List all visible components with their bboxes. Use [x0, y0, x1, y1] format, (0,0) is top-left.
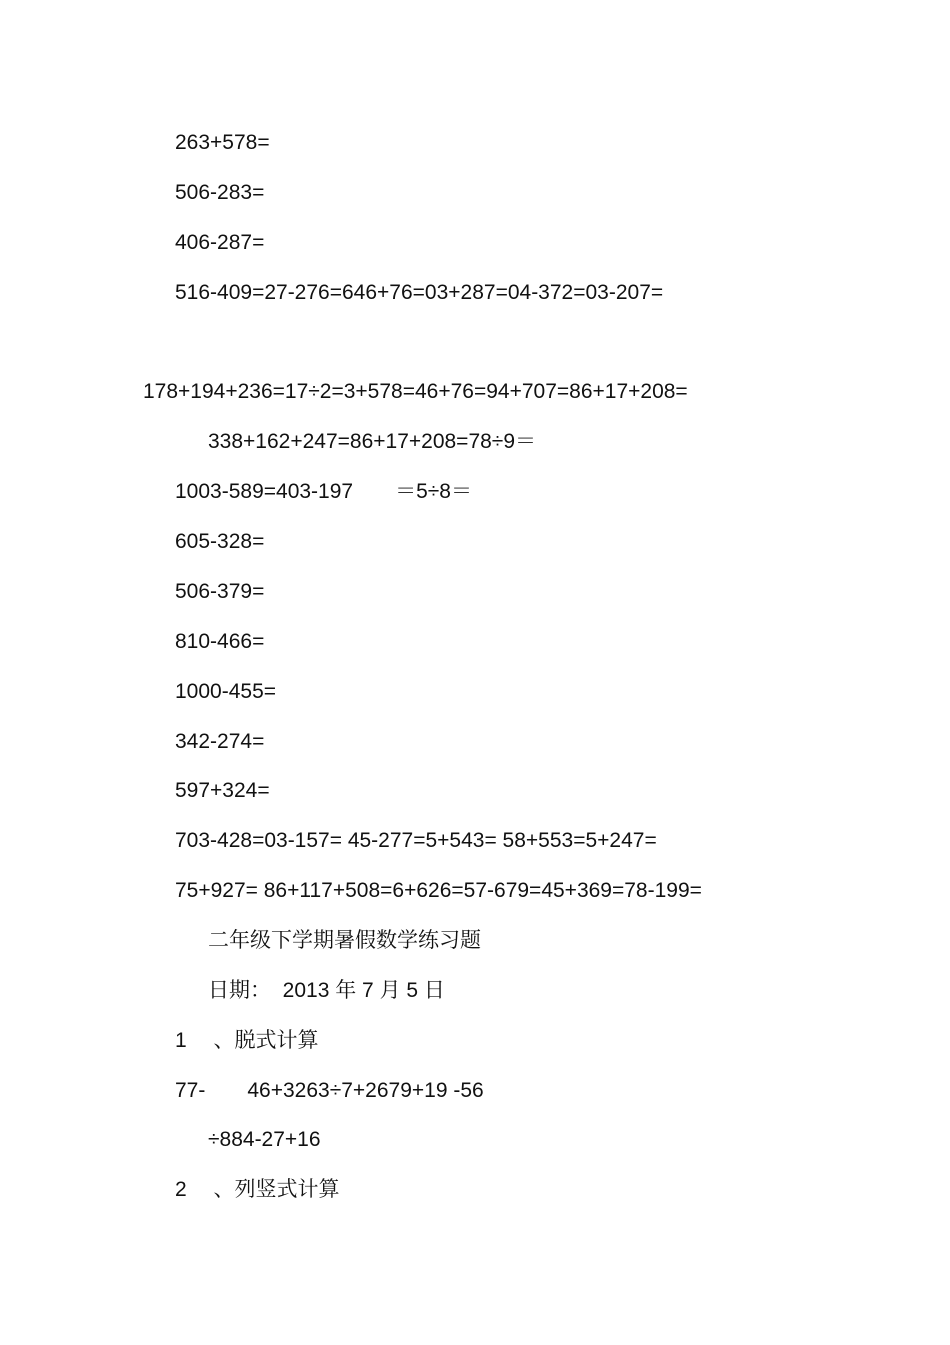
- exercise-line: 338+162+247=86+17+208=78÷9＝: [208, 430, 537, 453]
- exercise-line: 703-428=03-157= 45-277=5+543= 58+553=5+247=: [175, 829, 657, 852]
- exercise-line: 506-283=: [175, 181, 265, 204]
- exercise-line: 178+194+236=17÷2=3+578=46+76=94+707=86+17+208=: [143, 380, 688, 403]
- section-heading: 1 、脱式计算: [175, 1029, 319, 1052]
- exercise-line: 406-287=: [175, 231, 265, 254]
- exercise-line: 506-379=: [175, 580, 265, 603]
- exercise-line: ÷884-27+16: [208, 1128, 321, 1151]
- exercise-line: 605-328=: [175, 530, 265, 553]
- worksheet-title: 二年级下学期暑假数学练习题: [208, 929, 481, 952]
- exercise-line: 342-274=: [175, 730, 265, 753]
- exercise-line: 597+324=: [175, 779, 270, 802]
- worksheet-date: 日期： 2013 年 7 月 5 日: [208, 979, 445, 1002]
- section-heading: 2 、列竖式计算: [175, 1178, 340, 1201]
- exercise-line: 1003-589=403-197 ＝5÷8＝: [175, 480, 472, 503]
- exercise-line: 263+578=: [175, 131, 270, 154]
- exercise-line: 516-409=27-276=646+76=03+287=04-372=03-207=: [175, 281, 664, 304]
- exercise-line: 1000-455=: [175, 680, 277, 703]
- exercise-line: 810-466=: [175, 630, 265, 653]
- exercise-line: 77- 46+3263÷7+2679+19 -56: [175, 1079, 484, 1102]
- exercise-line: 75+927= 86+117+508=6+626=57-679=45+369=78-199=: [175, 879, 702, 902]
